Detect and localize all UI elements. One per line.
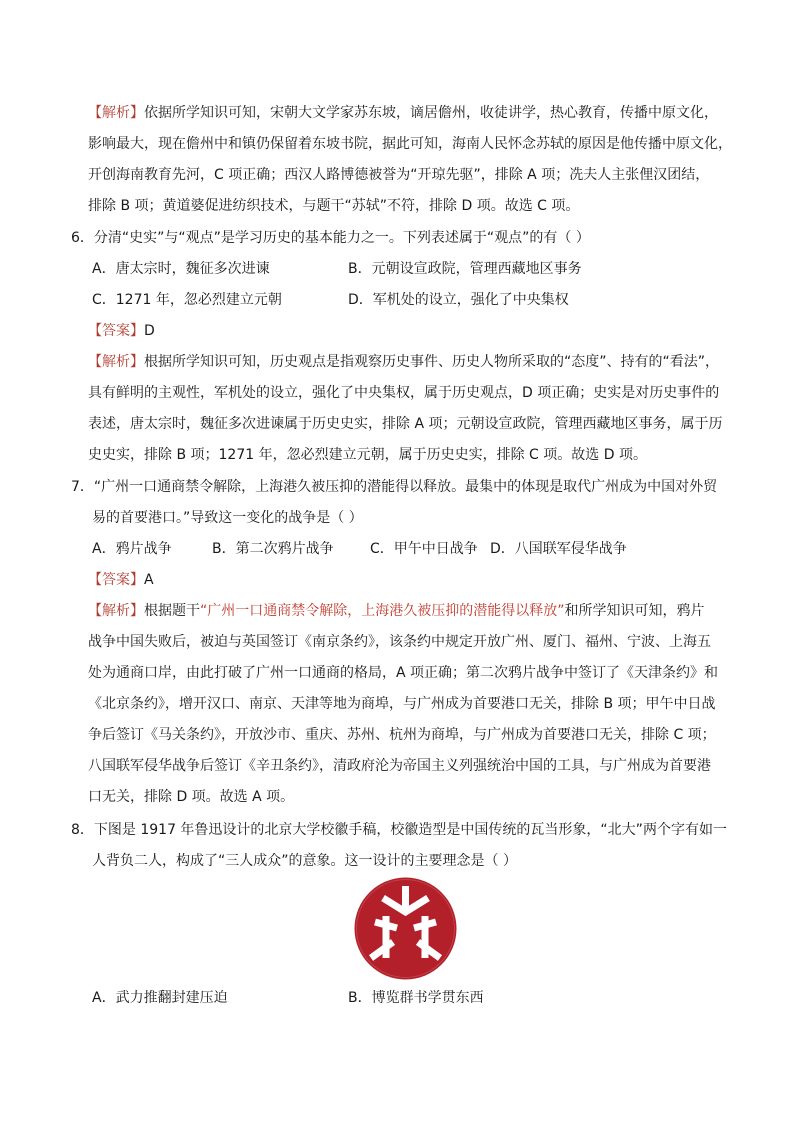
q6-stem: 6．分清“史实”与“观点”是学习历史的基本能力之一。下列表述属于“观点”的有（ ）	[71, 230, 590, 246]
q8-option-a: A．武力推翻封建压迫	[92, 990, 228, 1006]
q6-analysis-line-3: 表述，唐太宗时，魏征多次进谏属于历史史实，排除 A 项；元朝设宣政院，管理西藏地区事务，属于历	[88, 416, 723, 432]
q6-analysis-line-1: 【解析】根据所学知识可知，历史观点是指观察历史事件、历史人物所采取的“态度”、持有的“看法”，	[88, 354, 720, 370]
q7-analysis-line-4: 《北京条约》，增开汉口、南京、天津等地为商埠，与广州成为首要港口无关，排除 B 项；甲午中日战	[88, 696, 716, 712]
q7-analysis-line-2: 战争中国失败后，被迫与英国签订《南京条约》，该条约中规定开放广州、厦门、福州、宁波、上海五	[88, 634, 711, 650]
q7-analysis-line-5: 争后签订《马关条约》，开放沙市、重庆、苏州、杭州为商埠，与广州成为首要港口无关，排除 C 项；	[88, 727, 716, 743]
q7-stem-line-1: 7．“广州一口通商禁令解除，上海港久被压抑的潜能得以释放。最集中的体现是取代广州成为中国对外贸	[71, 479, 718, 495]
analysis-tag: 【解析】	[88, 603, 144, 619]
answer-tag: 【答案】	[88, 572, 144, 588]
analysis-tag: 【解析】	[88, 105, 144, 121]
q5-analysis-line-2: 影响最大，现在儋州中和镇仍保留着东坡书院，据此可知，海南人民怀念苏轼的原因是他传播中原文化，	[88, 136, 732, 152]
q6-analysis-line-4: 史史实，排除 B 项；1271 年，忽必烈建立元朝，属于历史史实，排除 C 项。故选 D 项。	[88, 447, 647, 463]
q6-analysis-line-2: 具有鲜明的主观性，军机处的设立，强化了中央集权，属于历史观点，D 项正确；史实是对历史事件的	[88, 385, 720, 401]
q7-option-a: A．鸦片战争	[92, 541, 172, 557]
q6-answer: 【答案】D	[88, 323, 155, 339]
q6-option-a: A．唐太宗时，魏征多次进谏	[92, 261, 270, 277]
peking-university-badge-image	[353, 876, 458, 981]
q7-option-b: B．第二次鸦片战争	[212, 541, 334, 557]
q7-option-d: D．八国联军侵华战争	[490, 541, 627, 557]
q6-option-c: C．1271 年，忽必烈建立元朝	[92, 292, 282, 308]
q8-stem-line-1: 8．下图是 1917 年鲁迅设计的北京大学校徽手稿，校徽造型是中国传统的瓦当形象，“北大”两个字有如一	[71, 822, 727, 838]
q7-option-c: C．甲午中日战争	[370, 541, 478, 557]
q6-option-d: D．军机处的设立，强化了中央集权	[348, 292, 569, 308]
answer-tag: 【答案】	[88, 323, 144, 339]
q6-option-b: B．元朝设宣政院，管理西藏地区事务	[348, 261, 582, 277]
q5-analysis-line-1: 【解析】依据所学知识可知，宋朝大文学家苏东坡，谪居儋州，收徒讲学，热心教育，传播中原文化，	[88, 105, 718, 121]
q7-analysis-line-1: 【解析】根据题干“广州一口通商禁令解除，上海港久被压抑的潜能得以释放”和所学知识可知，鸦片	[88, 603, 705, 619]
q7-analysis-line-7: 口无关，排除 D 项。故选 A 项。	[88, 789, 295, 805]
q8-option-b: B．博览群书学贯东西	[348, 990, 484, 1006]
analysis-tag: 【解析】	[88, 354, 144, 370]
q8-stem-line-2: 人背负二人，构成了“三人成众”的意象。这一设计的主要理念是（ ）	[92, 853, 517, 869]
q7-answer: 【答案】A	[88, 572, 154, 588]
q5-analysis-line-4: 排除 B 项；黄道婆促进纺织技术，与题干“苏轼”不符，排除 D 项。故选 C 项。	[88, 198, 580, 214]
q5-analysis-line-3: 开创海南教育先河，C 项正确；西汉人路博德被誉为“开琼先驱”，排除 A 项；冼夫人主张俚汉团结，	[88, 167, 710, 183]
quoted-stem: “广州一口通商禁令解除，上海港久被压抑的潜能得以释放”	[200, 603, 565, 619]
q7-analysis-line-6: 八国联军侵华战争后签订《辛丑条约》，清政府沦为帝国主义列强统治中国的工具，与广州成为首要港	[88, 758, 711, 774]
q7-stem-line-2: 易的首要港口。”导致这一变化的战争是（ ）	[92, 510, 363, 526]
q7-analysis-line-3: 处为通商口岸，由此打破了广州一口通商的格局，A 项正确；第二次鸦片战争中签订了《天津条约》和	[88, 665, 719, 681]
